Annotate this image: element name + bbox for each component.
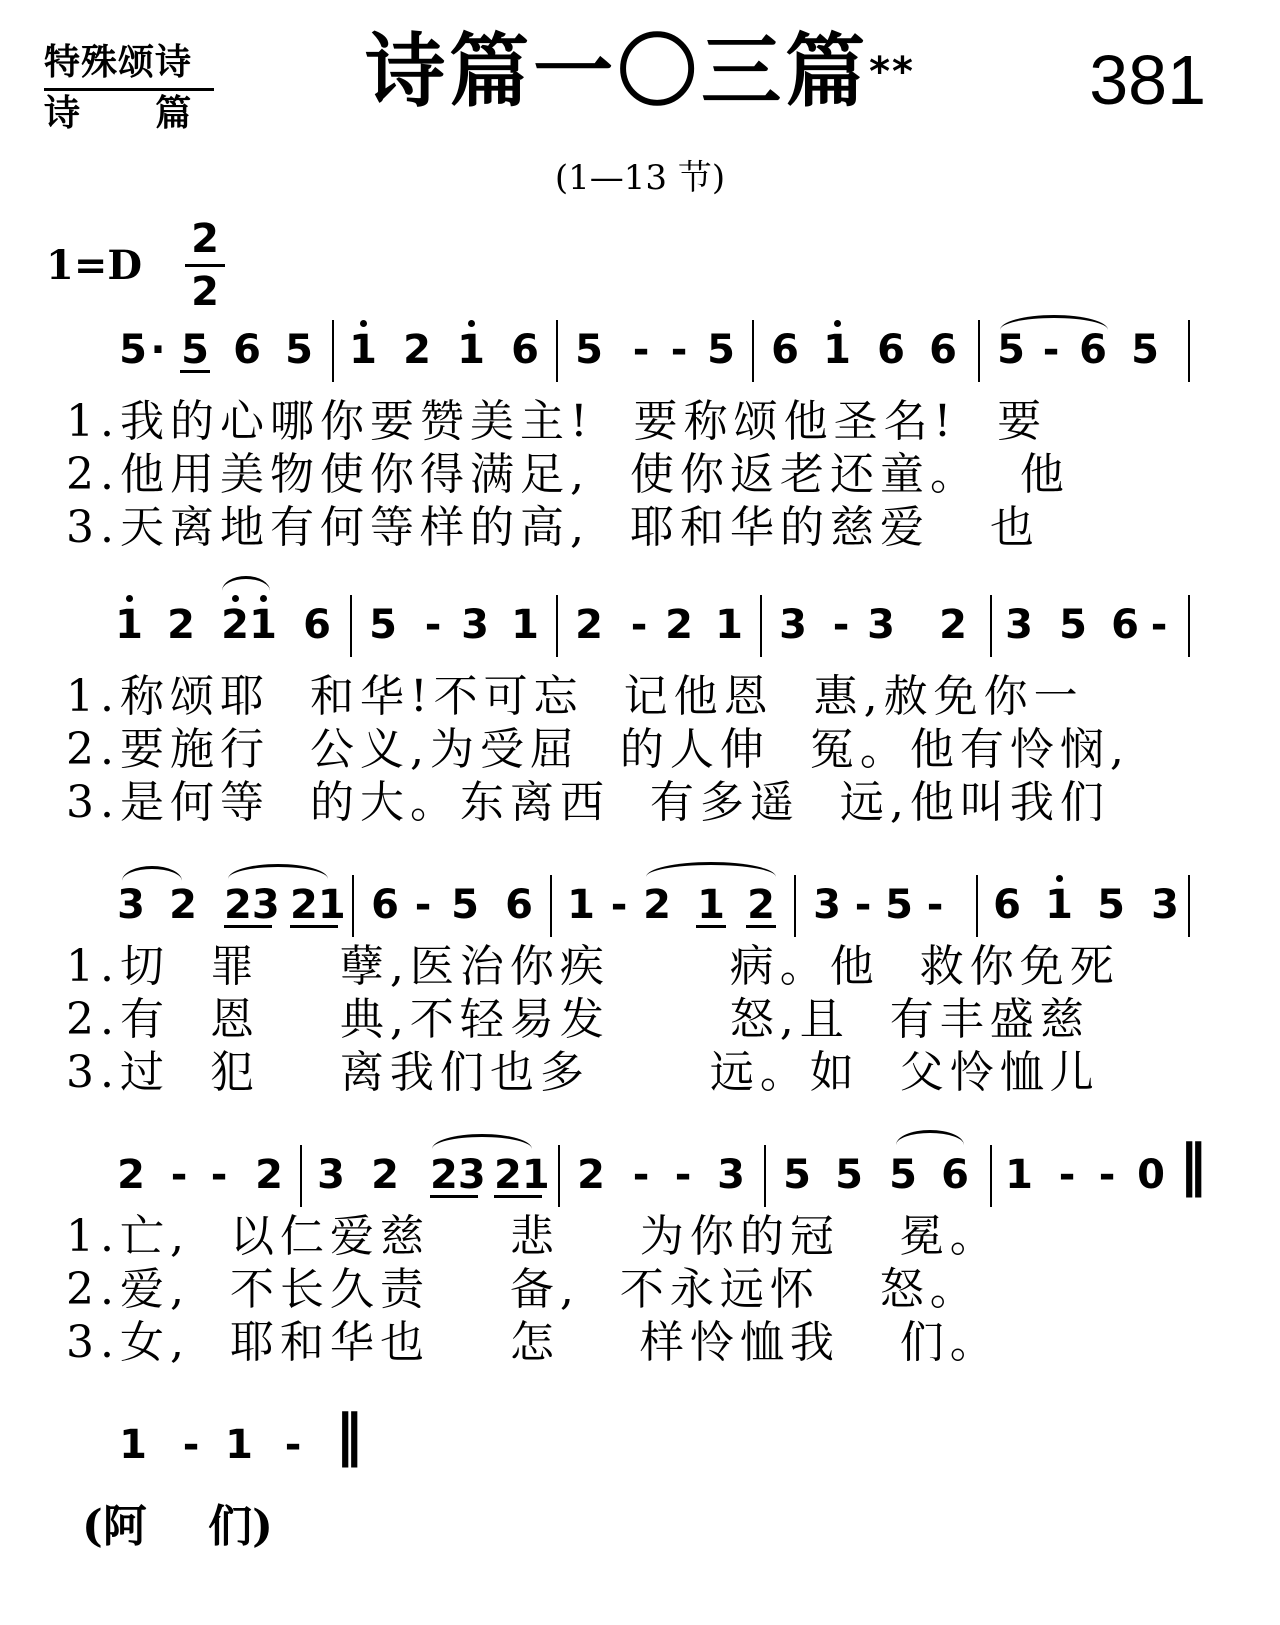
notes-row-3 <box>0 870 1280 940</box>
note: 2 <box>371 1152 399 1198</box>
barline <box>978 320 980 382</box>
barline <box>1188 595 1190 657</box>
page-title <box>0 22 1280 122</box>
lyric-verse-1: 1.亡, 以仁爱慈 悲 为你的冠 冕。 <box>66 1211 1000 1262</box>
dash: - <box>674 1152 692 1198</box>
dash: - <box>1150 602 1168 648</box>
note: 2 <box>665 602 693 648</box>
final-barline: ‖ <box>335 1403 363 1468</box>
note: 2 <box>643 882 671 928</box>
note: 5 <box>1059 602 1087 648</box>
note: 6 <box>233 327 261 373</box>
note: 2 <box>403 327 431 373</box>
barline <box>352 875 354 937</box>
lyric-verse-3: 3.天离地有何等样的高, 耶和华的慈爱 也 <box>66 502 1040 553</box>
note: 2 <box>221 602 249 648</box>
note: 21 <box>290 882 346 928</box>
note: 2 <box>747 882 775 928</box>
note: 2 <box>577 1152 605 1198</box>
barline <box>350 595 352 657</box>
note: 21 <box>494 1152 550 1198</box>
note: 5 <box>285 327 313 373</box>
note: 6 <box>371 882 399 928</box>
slur <box>896 1130 964 1145</box>
slur <box>222 576 270 591</box>
note: 5 <box>369 602 397 648</box>
note: 0 <box>1137 1152 1165 1198</box>
note: 6 <box>993 882 1021 928</box>
note: 23 <box>430 1152 486 1198</box>
note: 3 <box>117 882 145 928</box>
notes-row-1 <box>0 315 1280 385</box>
note: 1 <box>249 602 277 648</box>
note: 6 <box>511 327 539 373</box>
note: 5 <box>575 327 603 373</box>
barline <box>976 875 978 937</box>
notes-row-2 <box>0 590 1280 660</box>
lyric-verse-1: 1.称颂耶 和华!不可忘 记他恩 惠,赦免你一 <box>66 671 1084 722</box>
barline <box>990 595 992 657</box>
amen-text: (阿 们) <box>82 1501 273 1552</box>
final-barline: ‖ <box>1179 1133 1207 1198</box>
barline <box>332 320 334 382</box>
note: 1 <box>823 327 851 373</box>
barline <box>760 595 762 657</box>
lyric-verse-3: 3.是何等 的大。东离西 有多遥 远,他叫我们 <box>66 777 1110 828</box>
note: 1 <box>225 1422 253 1468</box>
note: 3 <box>813 882 841 928</box>
note: 1 <box>119 1422 147 1468</box>
note: 6 <box>1111 602 1139 648</box>
dash: - <box>926 882 944 928</box>
dash: - <box>854 882 872 928</box>
dash: - <box>182 1422 200 1468</box>
note: 5 <box>451 882 479 928</box>
note: 3 <box>461 602 489 648</box>
barline <box>550 875 552 937</box>
key-signature: 1=D <box>46 242 143 289</box>
note: 1 <box>1045 882 1073 928</box>
note: 5 <box>997 327 1025 373</box>
note: 6 <box>303 602 331 648</box>
note: 6 <box>941 1152 969 1198</box>
note: 1 <box>511 602 539 648</box>
slur <box>228 864 328 879</box>
note: 5 <box>181 327 209 373</box>
lyric-verse-2: 2.要施行 公义,为受屈 的人伸 冤。他有怜悯, <box>66 724 1130 775</box>
note: 1 <box>457 327 485 373</box>
note: 1 <box>115 602 143 648</box>
barline <box>1188 875 1190 937</box>
time-sig-bar <box>185 264 225 267</box>
lyric-verse-2: 2.有 恩 典,不轻易发 怒,且 有丰盛慈 <box>66 994 1090 1045</box>
dash: - <box>414 882 432 928</box>
lyric-verse-1: 1.我的心哪你要赞美主! 要称颂他圣名! 要 <box>66 396 1048 447</box>
barline <box>556 595 558 657</box>
note: 6 <box>1079 327 1107 373</box>
barline <box>300 1145 302 1207</box>
time-sig-top: 2 <box>191 216 219 262</box>
time-signature <box>185 216 225 315</box>
dash: - <box>1042 327 1060 373</box>
note: 6 <box>505 882 533 928</box>
title-marks: ** <box>869 49 915 95</box>
note: 5 <box>1097 882 1125 928</box>
lyric-verse-2: 2.他用美物使你得满足, 使你返老还童。 他 <box>66 449 1070 500</box>
lyric-verse-3: 3.过 犯 离我们也多 远。如 父怜恤儿 <box>66 1047 1100 1098</box>
lyric-verse-2: 2.爱, 不长久责 备, 不永远怀 怒。 <box>66 1264 980 1315</box>
lyric-verse-1: 1.切 罪 孽,医治你疾 病。他 救你免死 <box>66 941 1120 992</box>
note: 5 <box>783 1152 811 1198</box>
barline <box>794 875 796 937</box>
barline <box>990 1145 992 1207</box>
note: 3 <box>867 602 895 648</box>
dash: - <box>832 602 850 648</box>
slur <box>122 866 182 881</box>
dash: - <box>1098 1152 1116 1198</box>
barline <box>556 320 558 382</box>
dash: - <box>632 1152 650 1198</box>
note: 2 <box>167 602 195 648</box>
category-line-2: 诗 篇 <box>44 93 192 134</box>
note: 2 <box>255 1152 283 1198</box>
barline <box>752 320 754 382</box>
barline <box>764 1145 766 1207</box>
dash: - <box>170 1152 188 1198</box>
lyric-verse-3: 3.女, 耶和华也 怎 样怜恤我 们。 <box>66 1317 1000 1368</box>
slur <box>646 862 776 877</box>
verses-reference: (1—13 节) <box>554 158 726 198</box>
note: 3 <box>779 602 807 648</box>
barline <box>1188 320 1190 382</box>
note: 1 <box>349 327 377 373</box>
note: 23 <box>224 882 280 928</box>
note: 1 <box>567 882 595 928</box>
note: 1 <box>697 882 725 928</box>
notes-row-amen <box>0 1403 1280 1480</box>
note: 5 <box>1131 327 1159 373</box>
note: 5 <box>707 327 735 373</box>
dash: - <box>630 602 648 648</box>
hymn-number: 381 <box>1089 41 1206 119</box>
note: 1 <box>1005 1152 1033 1198</box>
note: 5 <box>885 882 913 928</box>
note: 6 <box>771 327 799 373</box>
dash: - <box>424 602 442 648</box>
dash: - <box>284 1422 302 1468</box>
title-text: 诗篇一〇三篇 <box>365 25 870 118</box>
dash: - <box>210 1152 228 1198</box>
note: 3 <box>717 1152 745 1198</box>
note: 6 <box>877 327 905 373</box>
dash: - <box>670 327 688 373</box>
note: 2 <box>169 882 197 928</box>
note: 1 <box>715 602 743 648</box>
note: 5 <box>889 1152 917 1198</box>
note: 2 <box>117 1152 145 1198</box>
note: 3 <box>1005 602 1033 648</box>
dash: - <box>1058 1152 1076 1198</box>
barline <box>558 1145 560 1207</box>
notes-row-4 <box>0 1133 1280 1210</box>
note: 5 <box>119 327 147 373</box>
note: 6 <box>929 327 957 373</box>
time-sig-bottom: 2 <box>191 269 219 315</box>
slur <box>432 1134 532 1149</box>
note: 2 <box>575 602 603 648</box>
note: 3 <box>1151 882 1179 928</box>
note: 5 <box>835 1152 863 1198</box>
note: 3 <box>317 1152 345 1198</box>
dash: - <box>632 327 650 373</box>
dash: - <box>610 882 628 928</box>
dot: · <box>150 327 166 373</box>
category-line-1: 特殊颂诗 <box>44 40 214 91</box>
note: 2 <box>939 602 967 648</box>
